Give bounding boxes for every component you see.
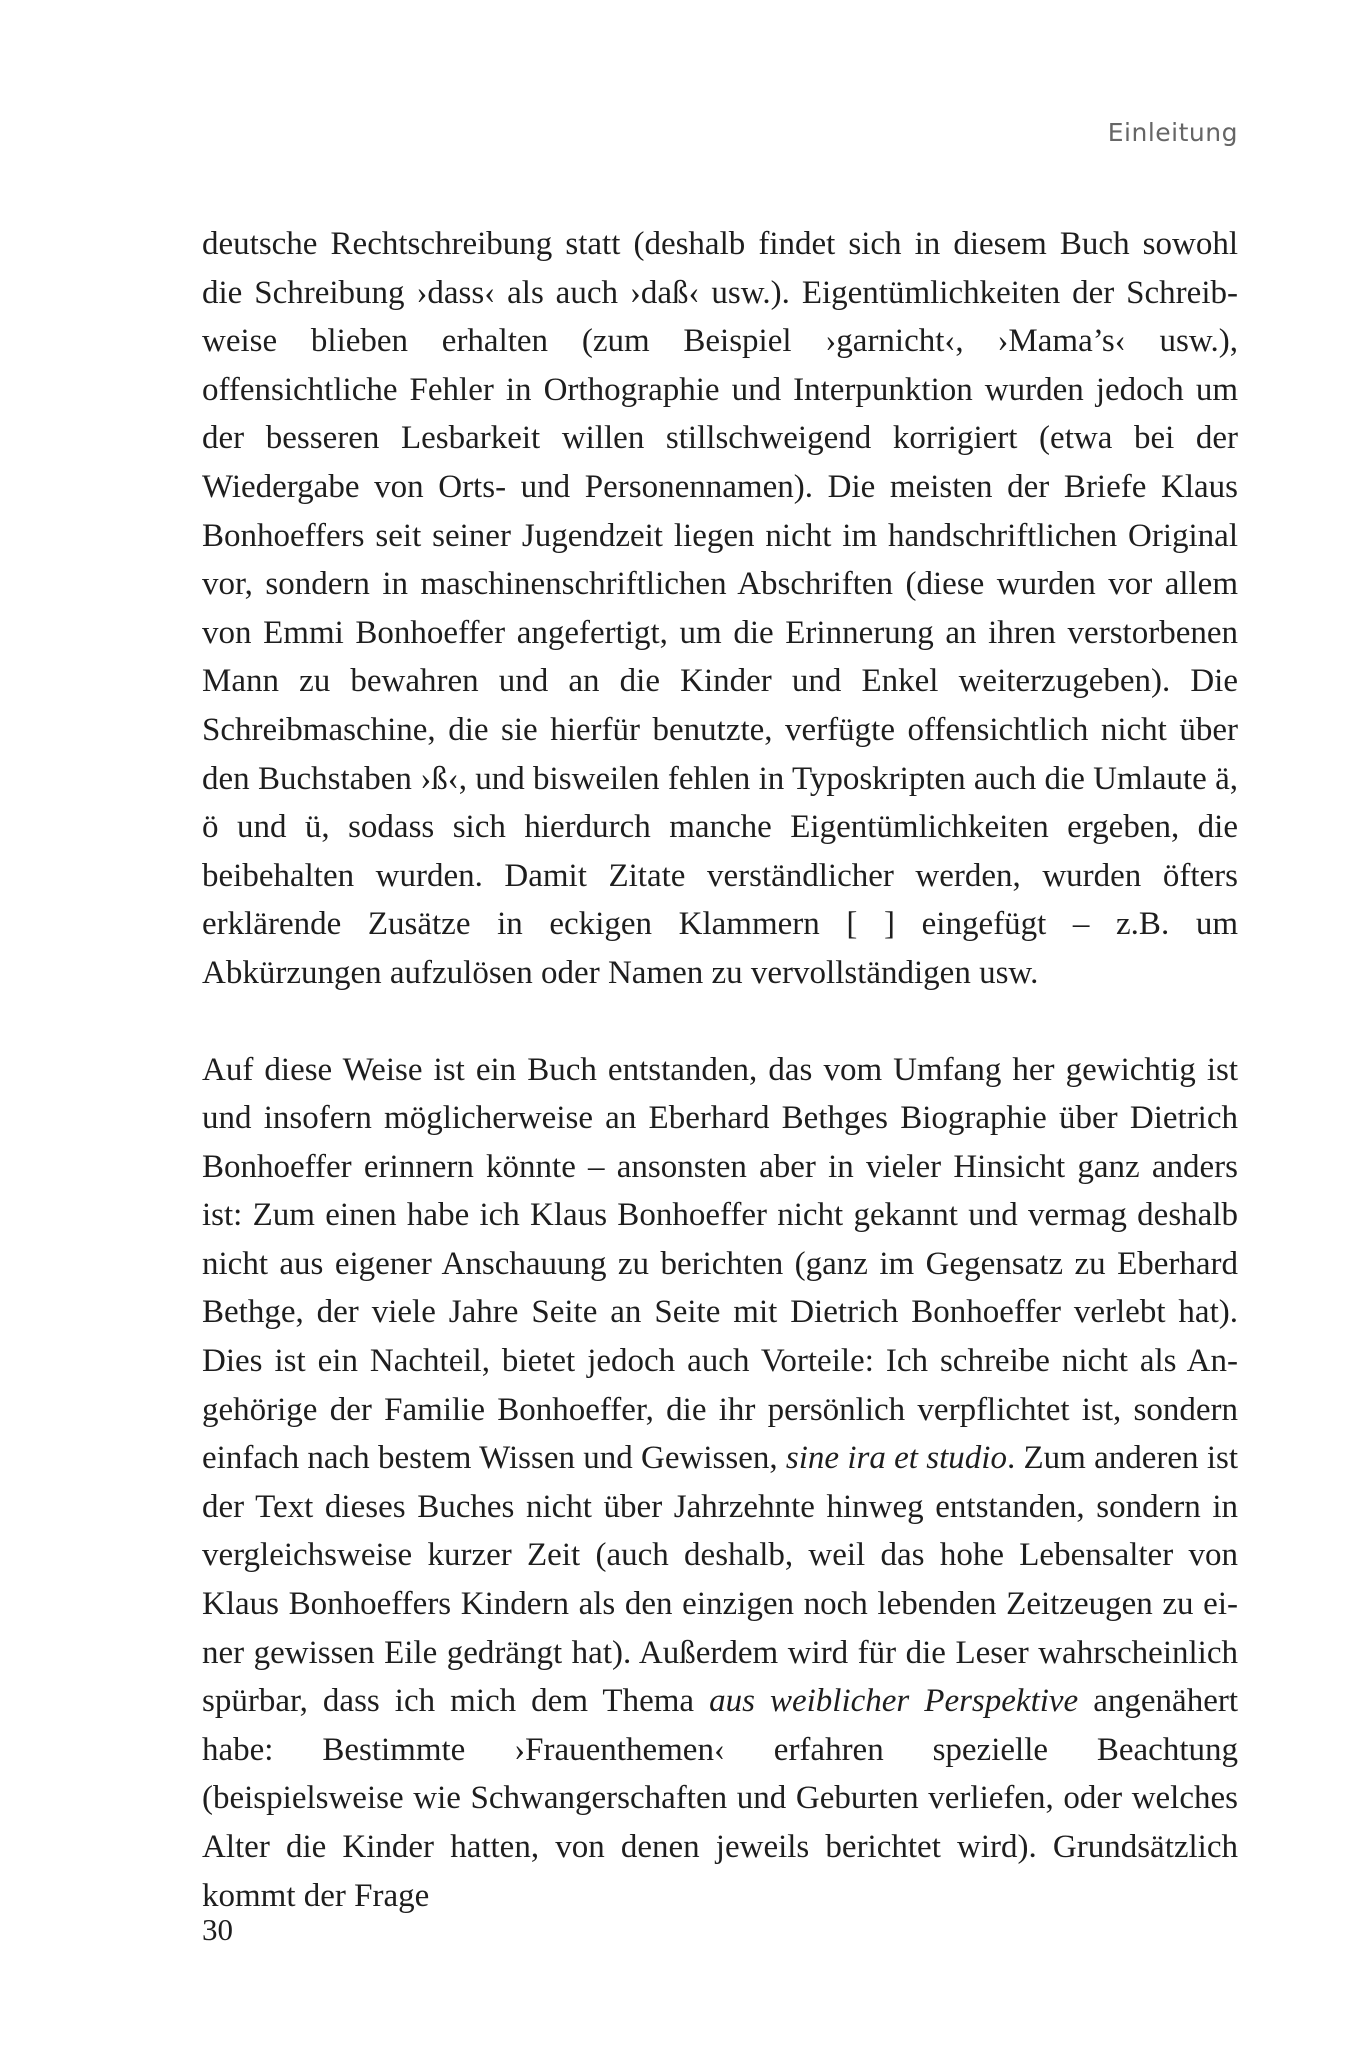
paragraph-2-text-part-3: angenähert habe: Bestimmte ›Frauenthemen‹ erfahren spezielle Beachtung (beispielsweise wie Schwangerschaften und Geburten verliefen, oder welches Alter die Kinder hatten, von denen jeweils berichtet wird). Grundsätzlich kommt der Frage: [202, 1683, 1238, 1914]
body-text: [202, 220, 1238, 1920]
paragraph-2-italic-phrase-1: sine ira et studio: [785, 1440, 1007, 1477]
page-number: 30: [202, 1912, 233, 1947]
running-head: Einleitung: [1107, 118, 1238, 147]
paragraph-1-text: deutsche Rechtschreibung statt (deshalb findet sich in diesem Buch sowohl die Schreibung ›dass‹ als auch ›daß‹ usw.). Eigentümlichkeiten der Schreibweise blieben erhalten (zum Beispiel ›garnicht‹, ›Mama’s‹ usw.), offensichtliche Fehler in Orthographie und Interpunktion wurden jedoch um der besseren Lesbarkeit willen stillschweigend korrigiert (etwa bei der Wiedergabe von Orts- und Personennamen). Die meisten der Briefe Klaus Bonhoeffers seit seiner Jugendzeit liegen nicht im handschriftlichen Original vor, sondern in maschinenschriftlichen Abschriften (diese wurden vor allem von Emmi Bonhoeffer angefertigt, um die Erinnerung an ihren verstorbenen Mann zu bewahren und an die Kinder und Enkel weiterzugeben). Die Schreibmaschine, die sie hierfür benutzte, verfügte offensichtlich nicht über den Buchstaben ›ß‹, und bisweilen fehlen in Typoskripten auch die Umlaute ä, ö und ü, sodass sich hierdurch manche Eigentümlichkeiten ergeben, die beibehalten wurden. Damit Zitate verständlicher werden, wurden öfters erklärende Zusätze in eckigen Klammern [ ] eingefügt – z.B. um Abkürzungen aufzulösen oder Namen zu vervollständigen usw.: [202, 226, 1238, 991]
paragraph-2-italic-phrase-2: aus weiblicher Perspektive: [709, 1683, 1079, 1720]
paragraph-1: [202, 220, 1238, 998]
paragraph-2: [202, 1046, 1238, 1921]
paragraph-2-text-part-2: . Zum anderen ist der Text dieses Buches nicht über Jahrzehnte hinweg entstanden, sondern in vergleichsweise kurzer Zeit (auch deshalb, weil das hohe Lebensalter von Klaus Bonhoeffers Kindern als den einzigen noch lebenden Zeitzeugen zu einer gewissen Eile gedrängt hat). Außerdem wird für die Leser wahrscheinlich spürbar, dass ich mich dem Thema: [202, 1440, 1239, 1720]
paragraph-2-text-part-1: Auf diese Weise ist ein Buch entstanden, das vom Umfang her gewichtig ist und insofern möglicherweise an Eberhard Bethges Biographie über Dietrich Bonhoeffer erinnern könnte – ansonsten aber in vieler Hinsicht ganz anders ist: Zum einen habe ich Klaus Bonhoeffer nicht gekannt und vermag deshalb nicht aus eigener Anschauung zu berichten (ganz im Gegensatz zu Eberhard Bethge, der viele Jahre Seite an Seite mit Dietrich Bonhoeffer verlebt hat). Dies ist ein Nachteil, bietet jedoch auch Vorteile: Ich schreibe nicht als Angehörige der Familie Bonhoeffer, die ihr persönlich verpflichtet ist, sondern einfach nach bestem Wissen und Gewissen,: [202, 1051, 1238, 1477]
